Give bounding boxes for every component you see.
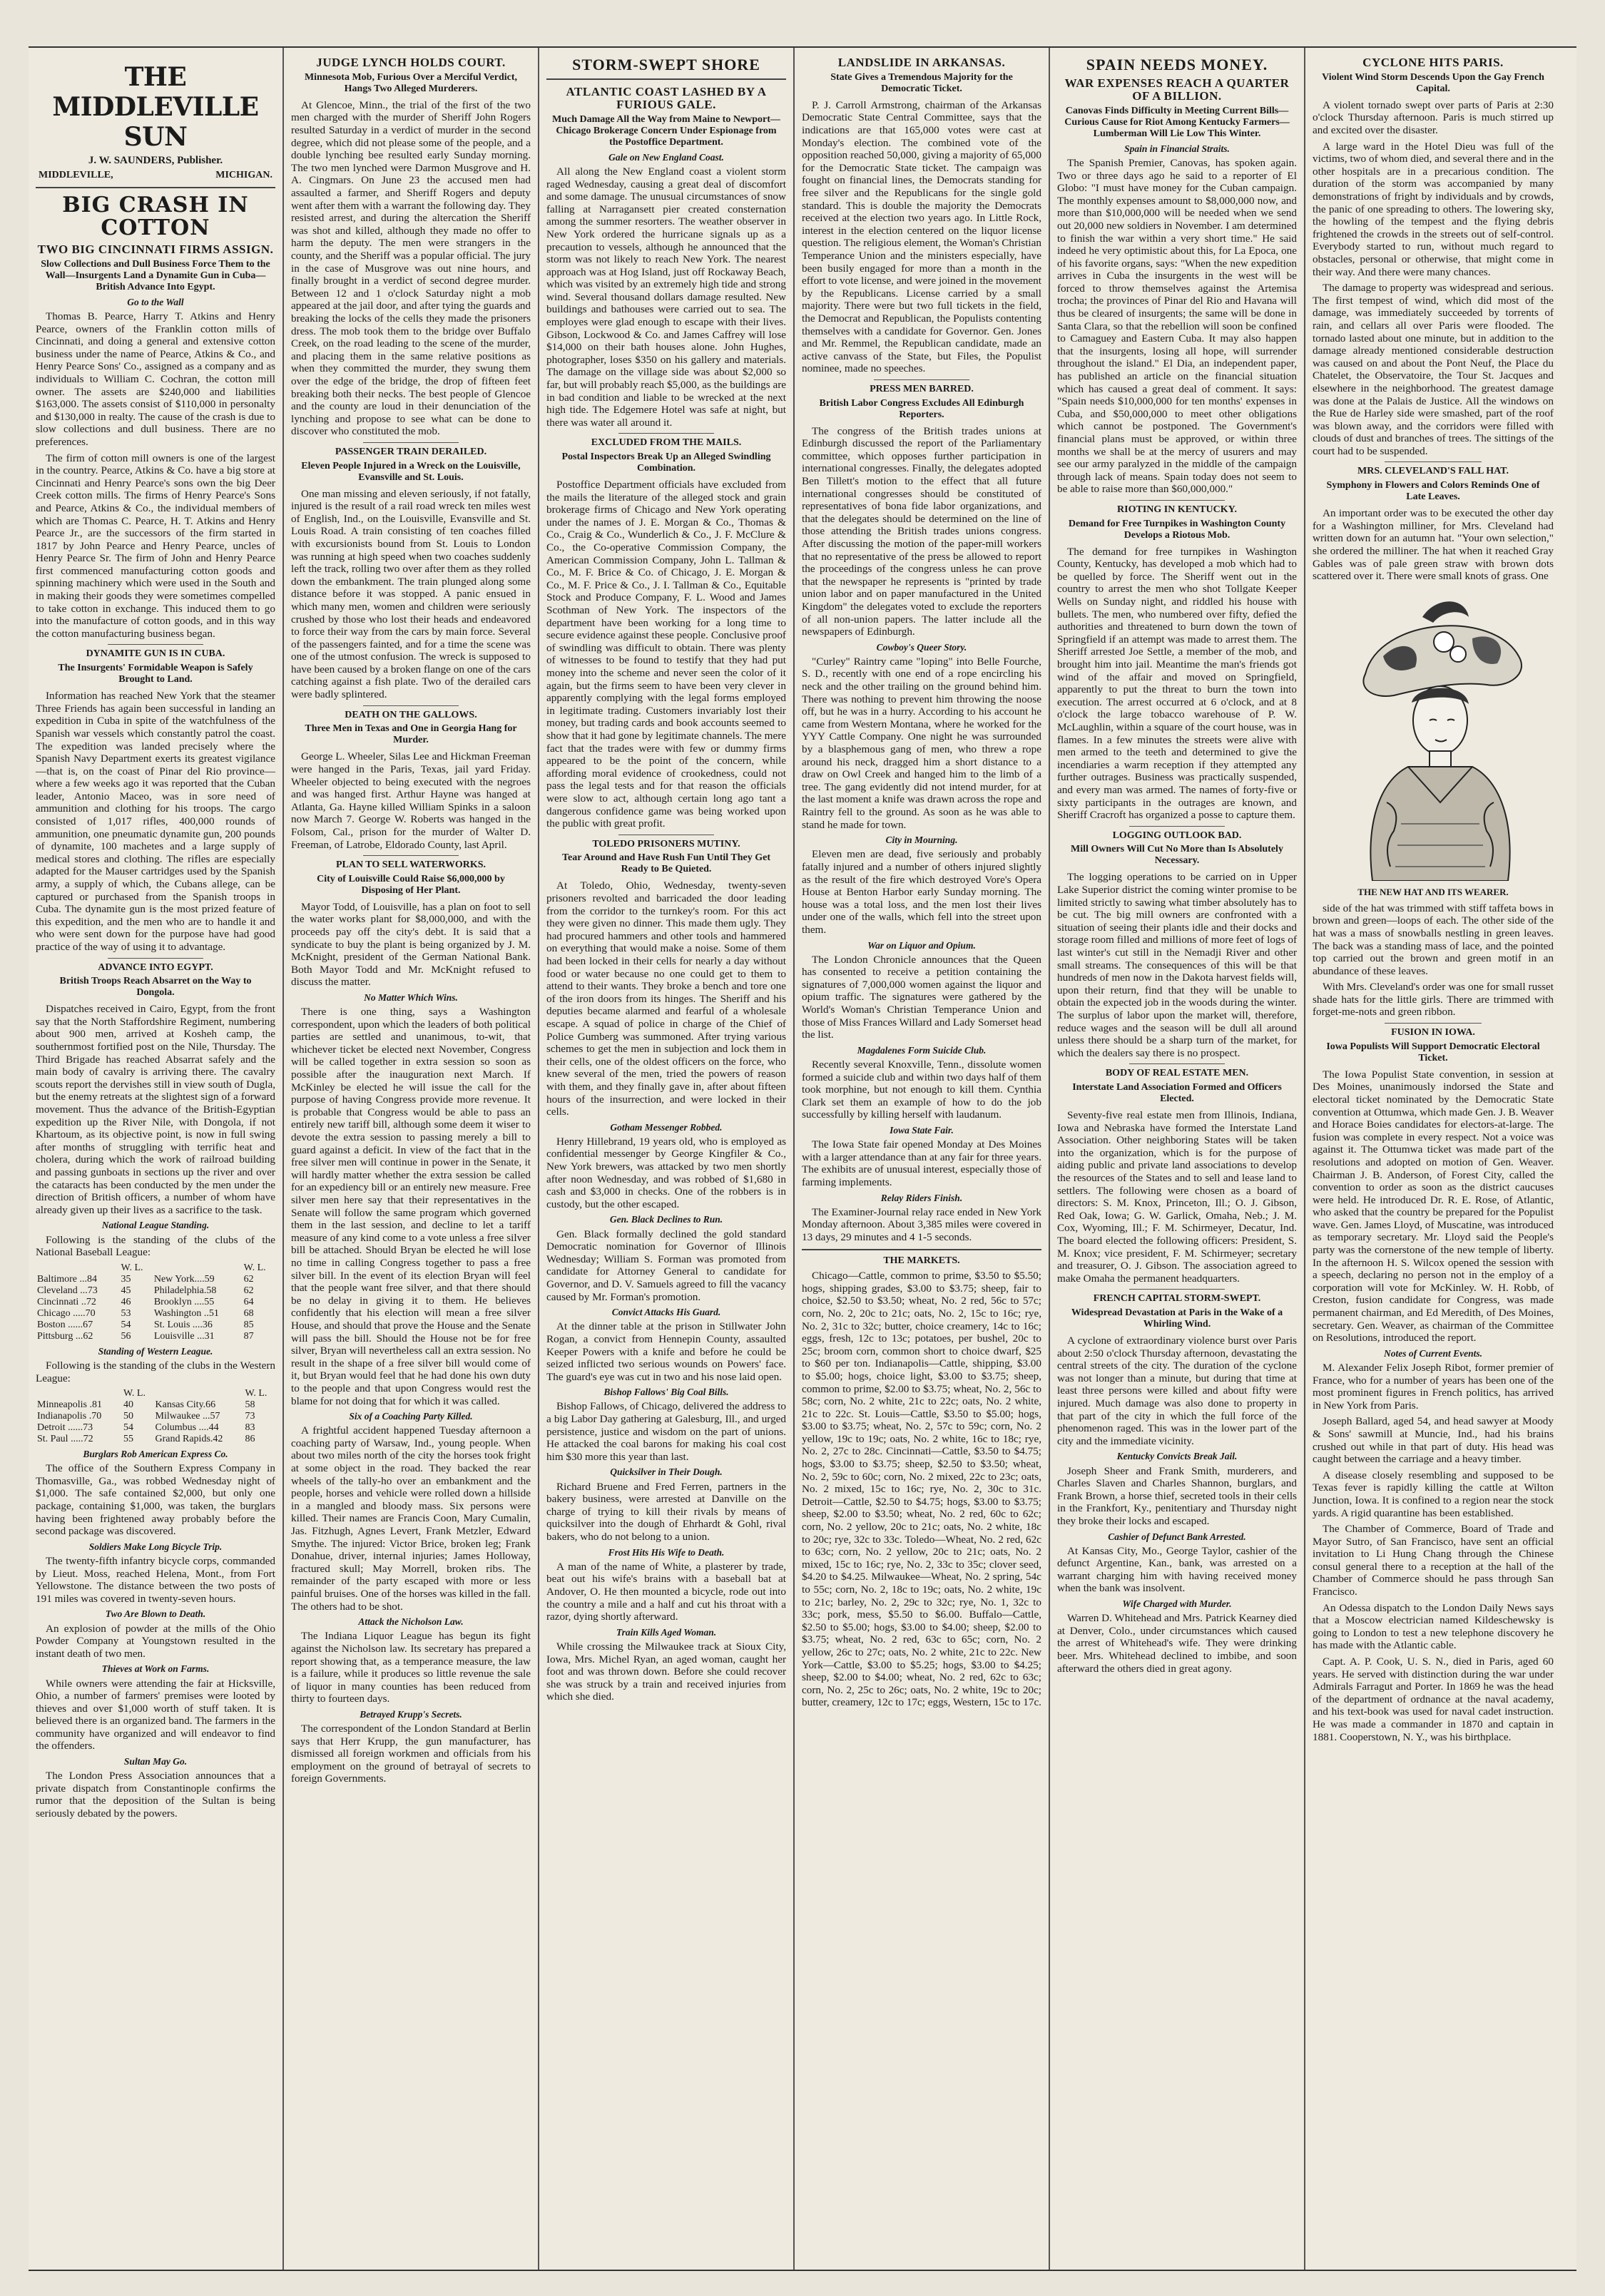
table-cell: Baltimore ...84 [37, 1273, 97, 1285]
article-paragraph: While crossing the Milwaukee track at Sioux City, Iowa, Mrs. Michel Ryan, an aged woman, caught her foot and was thrown down. Before she could recover she was struck by a train and received injuries from which she died. [546, 1640, 786, 1703]
divider [1385, 1023, 1481, 1024]
article-paragraph: The demand for free turnpikes in Washington County, Kentucky, has developed a mob which had to be quelled by force. The Sheriff went out in the country to arrest the men who shot Tollgate Keeper Wells on Sunday night, and riddled his house with bullets. The men, who numbered over fifty, defied the authorities and threatened to burn down the town of Springfield if an attempt was made to arrest them. The Sheriff arrested Joe Settle, a member of the mob, and brought him into jail. Meantime the man's friends got wind of the affair and moved on Springfield, apparently to put the threat to burn the town into execution. The arrest occurred at 6 o'clock, and at 8 o'clock the large tobacco warehouse of P. W. McLaughlin, within a square of the court house, was in flames. In a few minutes the streets were alive with men armed to the teeth and determined to give the incendiaries a warm reception if they attempted any further outrages. Business was practically suspended, and every man was armed. The names of forty-five or sixty participants in the outrages are known, and Sheriff Cracroft has organized a posse to capture them. [1057, 545, 1297, 822]
table-cell: 56 [121, 1330, 131, 1342]
article-paragraph: The Spanish Premier, Canovas, has spoken again. Two or three days ago he said to a reporter of El Globo: "I must have money for the Cuban campaign. The monthly expenses amount to $8,000,000 now, and more than $10,000,000 will be needed when we send out 20,000 new soldiers in November. I am determined to finish the war within a very short time." He said indeed he very optimistic about this, for La Epoca, one of his favorite organs, says: "When the new expedition arrives in Cuba the insurgents in the west will be forced to throw themselves against the Artemisa trocha; the provinces of Pinar del Rio and Havana will thus be cleared of insurgents; the same will be done in Santa Clara, so that the rebellion will soon be confined to Camaguey and Eastern Cuba. It may also happen that the insurgents, losing all hope, will surrender throughout the island." El Dia, an independent paper, has published an article on the financial situation which has caused a great deal of comment. It says: "Spain needs $10,000,000 for ten months' expenses in Cuba, and $50,000,000 to meet other obligations which cannot be postponed. The Government's financial plans must be approved, or within three months we shall be at the mercy of usurers and may see our army paralyzed in the middle of the campaign through lack of means. Spain today does not seem to be able to raise more than $60,000,000." [1057, 156, 1297, 496]
divider [108, 958, 203, 959]
article-paragraph: Recently several Knoxville, Tenn., dissolute women formed a suicide club and within two days half of them took morphine, but not enough to kill them. Cynthia Clark set them an example of how to do the job successfully by killing herself with laudanum. [802, 1058, 1041, 1121]
masthead-rule [36, 187, 275, 188]
article-paragraph: At the dinner table at the prison in Stillwater John Rogan, a convict from Hennepin County, assaulted Keeper Powers with a knife and before he could be seized inflicted two serious wounds on Powers' face. The guard's eye was cut in two and his nose laid open. [546, 1320, 786, 1383]
subheadline: ATLANTIC COAST LASHED BY A FURIOUS GALE. [566, 85, 767, 111]
article-paragraph: The Indiana Liquor League has begun its fight against the Nicholson law. Its secretary has prepared a report showing that, as a temperance measure, the law is a failure, while it produces so little revenue the sale of liquor in many counties has been reduced from thirty to fourteen days. [291, 1630, 531, 1705]
table-cell: 87 [243, 1330, 254, 1342]
article-paragraph: Joseph Sheer and Frank Smith, murderers, and Charles Slaven and Charles Shannon, burglars, and Frank Brown, a horse thief, secreted tools in their cells in the Frankfort, Ky., penitentiary and Thursday night they broke their locks and escaped. [1057, 1464, 1297, 1527]
table-row [36, 1422, 275, 1434]
section-head: Frost Hits His Wife to Death. [608, 1546, 725, 1558]
headline-deck: Much Damage All the Way from Maine to Newport—Chicago Brokerage Concern Under Espionage from the Postoffice Department. [552, 113, 780, 148]
table-cell: 62 [243, 1273, 254, 1285]
hat-illustration [1315, 588, 1551, 881]
article-headline: PASSENGER TRAIN DERAILED. [335, 446, 487, 457]
table-cell: 85 [243, 1319, 254, 1330]
table-row [36, 1320, 275, 1331]
table-cell: Milwaukee ...57 [155, 1411, 220, 1422]
table-cell: Philadelphia.58 [153, 1285, 217, 1296]
table-cell: 68 [243, 1307, 254, 1319]
article-headline: PLAN TO SELL WATERWORKS. [335, 859, 486, 871]
article-deck: Interstate Land Association Formed and Officers Elected. [1072, 1082, 1282, 1105]
table-cell: St. Paul .....72 [37, 1434, 93, 1445]
table-cell: Detroit ......73 [37, 1422, 93, 1434]
table-row [36, 1399, 275, 1411]
article-headline: THE MARKETS. [883, 1255, 960, 1267]
table-cell: Kansas City.66 [155, 1399, 216, 1411]
table-cell: Grand Rapids.42 [155, 1434, 223, 1445]
table-cell: 58 [245, 1399, 255, 1411]
section-head: Relay Riders Finish. [880, 1192, 963, 1203]
article-deck: City of Louisville Could Raise $6,000,000 by Disposing of Her Plant. [317, 873, 505, 896]
column-3 [539, 48, 795, 2270]
article-paragraph: An important order was to be executed the other day for a Washington milliner, for Mrs. Cleveland had written down for an autumn hat. "Your own selection," she ordered the milliner. The hat when it reached Gray Gables was of pale green straw with brown dots scattered over it. There were small knots of grass. One [1313, 507, 1554, 583]
article-paragraph: The Chamber of Commerce, Board of Trade and Mayor Sutro, of San Francisco, have sent an official invitation to Li Hung Chang through the Chinese consul general there to a reception at the hall of the Chamber of Commerce should he pass through San Francisco. [1313, 1523, 1554, 1598]
section-head: Six of a Coaching Party Killed. [349, 1411, 473, 1422]
section-head: Wife Charged with Murder. [1122, 1598, 1232, 1610]
article-headline: LANDSLIDE IN ARKANSAS. [837, 56, 1006, 69]
article-paragraph: While owners were attending the fair at Hicksville, Ohio, a number of farmers' premises were looted by thieves and over $1,000 worth of stuff taken. It is believed there is an organized band. The farmers in the community have organized and will endeavor to find the offenders. [36, 1677, 275, 1752]
table-header: W. L. [245, 1388, 268, 1399]
table-row [36, 1297, 275, 1308]
article-paragraph: An explosion of powder at the mills of the Ohio Powder Company at Youngstown resulted in the instant death of two men. [36, 1622, 275, 1660]
article-paragraph: Following is the standing of the clubs of the National Baseball League: [36, 1233, 275, 1259]
table-cell: Louisville ...31 [153, 1330, 215, 1342]
table-cell: New York....59 [153, 1273, 215, 1285]
table-cell: 62 [243, 1285, 254, 1296]
section-head: Cowboy's Queer Story. [876, 641, 967, 653]
article-paragraph: Dispatches received in Cairo, Egypt, from the front say that the North Staffordshire Regiment, numbering about 900 men, arrived at Kosheh camp, the southernmost fortified post on the Nile, Thursday. The Third Brigade has reached Absarrat safely and the main body of cavalry is arriving there. The cavalry scouts report the dervishes still in view south of Dugla, but the enemy retreats at the slightest sign of a forward movement. Thus the advance of the British-Egyptian expedition up the River Nile, with Dongola, if not Khartoum, as its objective point, is now in full swing after months of struggling with terrific heat and cholera, during which the work of railroad building and passing gunboats in sections up the river and over the cataracts has been conducted by the men under the direction of British officers, a number of whom have already given up their lives as a sacrifice to the task. [36, 1003, 275, 1216]
article-deck: Postal Inspectors Break Up an Alleged Swindling Combination. [561, 451, 771, 474]
divider [1129, 1063, 1225, 1064]
section-head: Bishop Fallows' Big Coal Bills. [603, 1387, 729, 1398]
table-cell: Boston ......67 [37, 1319, 93, 1330]
article-paragraph: side of the hat was trimmed with stiff taffeta bows in brown and green—loops of each. The other side of the hat was a mass of snowballs nestling in green leaves. The back was a standing mass of lace, and the pointed top carried out the brown and green motif in an abundance of these leaves. [1313, 902, 1554, 977]
place-line [39, 170, 272, 181]
table-cell: 54 [121, 1319, 131, 1330]
table-cell: 40 [123, 1399, 133, 1411]
article-paragraph: With Mrs. Cleveland's order was one for small russet shade hats for the little girls. There are trimmed with forget-me-nots and green ribbon. [1313, 981, 1554, 1019]
article-headline: BODY OF REAL ESTATE MEN. [1105, 1068, 1249, 1079]
article-deck: Tear Around and Have Rush Fun Until They Get Ready to Be Quieted. [561, 852, 770, 875]
table-row [36, 1434, 275, 1445]
section-head: Spain in Financial Straits. [1124, 143, 1230, 154]
table-cell: Chicago .....70 [37, 1307, 96, 1319]
divider [108, 644, 203, 645]
section-head: Go to the Wall [127, 296, 184, 307]
subheadline: WAR EXPENSES REACH A QUARTER OF A BILLION. [1064, 76, 1290, 103]
column-2 [284, 48, 539, 2270]
table-cell: 55 [123, 1434, 133, 1445]
table-cell: Brooklyn ....55 [153, 1296, 215, 1307]
article-headline: TOLEDO PRISONERS MUTINY. [592, 838, 740, 849]
article-paragraph: Eleven men are dead, five seriously and probably fatally injured and a number of others injured slightly as the result of the fire which destroyed Vore's Opera House at Benton Harbor early Sunday morning. The house was a total loss, and the men lost their lives under one of the walls, which fell into the street upon them. [802, 848, 1041, 936]
table-cell: 50 [123, 1411, 133, 1422]
divider [618, 433, 714, 434]
table-row [36, 1285, 275, 1297]
article-headline: MRS. CLEVELAND'S FALL HAT. [1357, 466, 1509, 477]
article-paragraph: There is one thing, says a Washington correspondent, upon which the leaders of both political parties are settled and unanimous, to-wit, that whichever ticket be elected next November, Congress will be called together in extra session so soon as possible after the inauguration next March. If McKinley be elected he will issue the call for the purpose of having Congress provide more revenue. It is probable that Congress would be able to pass an entirely new tariff bill, although some deem it wiser to devote the extra session to passing merely a bill to guard against a deficit. In view of the fact that in the free silver men will continue in power in the Senate, it will hardly matter whether the extra session be called for an expediency bill or an entirely new measure. Free silver men here say that their representatives in the Senate will follow the same program which governed them in the last session, and decline to let a tariff measure of any kind come to a vote unless a free silver bill be attached. Should Bryan be elected he will lose no time in calling Congress together to pass a free silver bill. In the event of its election Bryan will feel that the people want free silver, and that there should be no delay in giving it to them. He believes confidently that his election will mean a free silver House, and should that prove the House and the Senate will pass the bill. Should the House not be for free silver, Bryan will nevertheless call an extra session. No result in the shape of a free silver bill would come of it, but Bryan would feel that he had done his own duty to the people and that upon Congress would rest the blame for not doing that for which it was called. [291, 1006, 531, 1407]
subheadline: TWO BIG CINCINNATI FIRMS ASSIGN. [37, 243, 274, 256]
national-league-table [36, 1262, 275, 1342]
headline: BIG CRASH IN COTTON [62, 193, 249, 240]
article-headline: DYNAMITE GUN IS IN CUBA. [86, 648, 225, 660]
section-head: Thieves at Work on Farms. [101, 1663, 210, 1675]
table-cell: Washington ..51 [153, 1307, 219, 1319]
table-cell: St. Louis ....36 [153, 1319, 213, 1330]
section-head: Notes of Current Events. [1383, 1347, 1482, 1359]
article-paragraph: "Curley" Raintry came "loping" into Belle Fourche, S. D., recently with one end of a rope encircling his neck and the other trailing on the ground behind him. There was nothing to prevent him throwing the noose off, but he was in a hurry. According to his account he came from Western Montana, where he worked for the YYY Cattle Company. One night he was surrounded by a blasphemous gang of men, who threw a rope around his neck, dragged him a short distance to a draw on Owl Creek and hanged him to the limb of a tree. The gang evidently did not intend murder, for at the last moment a knife was drawn across the rope and Raintry fell to the ground. As soon as he was able to stand he made for town. [802, 655, 1041, 831]
article-paragraph: Gen. Black formally declined the gold standard Democratic nomination for Governor of Illinois Wednesday; William S. Forman was promoted from candidate for Attorney General to candidate for Governor, and D. V. Samuels agreed to fill the vacancy caused by Mr. Forman's promotion. [546, 1228, 786, 1303]
article-paragraph: Capt. A. P. Cook, U. S. N., died in Paris, aged 60 years. He served with distinction during the war under Admirals Farragut and Porter. In 1869 he was the head of the department of ordnance at the naval academy, and his text-book was used for naval cadet instruction. He was made a commander in 1870 and captain in 1881. Cooperstown, N. Y., was his birthplace. [1313, 1655, 1554, 1743]
article-paragraph: A frightful accident happened Tuesday afternoon a coaching party of Warsaw, Ind., young people. When about two miles north of the city the horses took fright at some object in the road. They backed the rear wheels of the tally-ho over an embankment and the people, horses and vehicle were rolled down a hillside in a mangled and bloody mass. Six persons were killed. Their names are Francis Coon, Mary Cumalin, Jas. Fitzhugh, Agnes Levert, Frank Metzler, Edward Smythe. The injured: Victor Brice, broken leg; Frank Donahue, driver, internal injuries; James Holloway, fractured skull; May Morrell, broken ribs. The remainder of the party escaped with more or less painful bruises. One of the horses was killed in the fall. The others had to be shot. [291, 1424, 531, 1613]
table-cell: 46 [121, 1296, 131, 1307]
table-cell: Pittsburg ...62 [37, 1330, 93, 1342]
divider [546, 78, 786, 80]
article-paragraph: The correspondent of the London Standard at Berlin says that Herr Krupp, the gun manufacturer, has dismissed all foreign workmen and officials from his employment on the ground of betrayal of secrets to foreign Governments. [291, 1723, 531, 1785]
article-paragraph: Henry Hillebrand, 19 years old, who is employed as confidential messenger by George Kingfiler & Co., New York brewers, was attacked by two men shortly after noon Wednesday, and was robbed of $1,680 in cash and $3,000 in checks. One of the robbers is in custody, but the other escaped. [546, 1135, 786, 1210]
western-league-table [36, 1388, 275, 1445]
section-head: Standing of Western League. [98, 1345, 213, 1357]
divider [1129, 500, 1225, 501]
article-paragraph: The Iowa Populist State convention, in session at Des Moines, unanimously indorsed the State and electoral ticket nominated by the Democratic State convention at Ottumwa, which made Gen. J. B. Weaver and Horace Boies candidates for electors-at-large. The fusion was complete in every respect. Not a voice was against it. The Ottumwa ticket was made part of the resolutions and adopted on motion of Gen. Weaver. Chairman J. B. Anderson, of Forest City, called the convention to order as soon as the district caucuses were held. He introduced Dr. R. E. Rose, of Atlantic, who asked that the country be prepared for the Populist wave. Gen. James Lloyd, of Muscatine, was introduced as temporary secretary. Mr. Lloyd said the People's party was the cornerstone of the new temple of liberty. In the afternoon H. S. Wilcox opened the session with a speech, declaring no person not in the employ of a corporation will vote for McKinley. W. H. Robb, of Creston, fusion candidate for Congress, was made permanent chairman, and Ed Meredith, of Des Moines, secretary. Gen. Weaver, as chairman of the Committee on Resolutions, introduced the report. [1313, 1068, 1554, 1345]
section-head: Iowa State Fair. [890, 1124, 954, 1136]
table-row [36, 1411, 275, 1422]
newspaper-page [29, 46, 1576, 2271]
table-header-row [36, 1388, 275, 1399]
illustration-caption: THE NEW HAT AND ITS WEARER. [1357, 886, 1509, 897]
divider [1385, 461, 1481, 462]
article-paragraph: A large ward in the Hotel Dieu was full of the victims, two of whom died, and several there and in the other hospitals are in a precarious condition. The duration of the storm was accompanied by many demonstrations of fright by individuals and by crowds, the panic of one spreading to others. The lowering sky, the howling of the tempest and the flying debris frightened the crowds in the streets out of self-control. Everybody started to run, without much regard to obstacles, personal or otherwise, that might come in their way. And there were many chances. [1313, 140, 1554, 278]
article-deck: Widespread Devastation at Paris in the Wake of a Whirling Wind. [1071, 1307, 1283, 1330]
article-headline: LOGGING OUTLOOK BAD. [1112, 830, 1242, 841]
table-row [36, 1331, 275, 1342]
divider [363, 705, 459, 706]
article-deck: Mill Owners Will Cut No More than Is Absolutely Necessary. [1071, 844, 1283, 867]
section-head: Gotham Messenger Robbed. [610, 1121, 723, 1133]
section-head: Two Are Blown to Death. [105, 1608, 206, 1620]
article-paragraph: An Odessa dispatch to the London Daily News says that a Moscow electrician named Kildeschewsky is going to London to test a new telephone discovery he has made with the Atlantic cable. [1313, 1601, 1554, 1652]
table-cell: 54 [123, 1422, 133, 1434]
section-head: Sultan May Go. [123, 1756, 188, 1767]
divider [802, 1249, 1041, 1250]
article-deck: British Labor Congress Excludes All Edinburgh Reporters. [819, 397, 1024, 420]
article-paragraph: Following is the standing of the clubs in the Western League: [36, 1359, 275, 1384]
divider [1129, 826, 1225, 827]
article-headline: DEATH ON THE GALLOWS. [345, 709, 477, 720]
publisher-line: J. W. SAUNDERS, Publisher. [88, 155, 223, 166]
masthead-title: THE MIDDLEVILLE SUN [52, 62, 259, 152]
table-header: W. L. [243, 1262, 266, 1273]
place-town: MIDDLEVILLE, [39, 170, 113, 180]
article-deck: The Insurgents' Formidable Weapon is Safely Brought to Land. [58, 663, 253, 685]
article-paragraph: The congress of the British trades unions at Edinburgh discussed the report of the Parliamentary committee, which opposes further participation in international congresses. Finally, the delegates adopted Ben Tillett's motion to the effect that all future international congresses should be constituted of representatives of bona fide labor organizations, and that the delegates should be determined on the line of those attending the British trades unions congress. After discussing the motion of the paper-mill workers that no representative of the press be allowed to report the proceedings of the congress unless he can prove that the newspaper he represents is "printed by trade union labor and on paper manufactured in the United Kingdom" the delegates voted to exclude the reporters of all non-union papers. The latter include all the newspapers of Edinburgh. [802, 424, 1041, 638]
table-cell: Columbus ....44 [155, 1422, 219, 1434]
article-paragraph: Seventy-five real estate men from Illinois, Indiana, Iowa and Nebraska have formed the Interstate Land Association. Other neighboring States will be taken into the organization, which is for the purpose of aiding public and private land associations to develop the resources of the States and to sell and lease land to settlers. The following were chosen as a board of directors: S. M. Knox, Princeton, Ill.; O. J. Gibson, Red Oak, Iowa; G. W. Garlick, Omaha, Neb.; J. M. Cox, Wyoming, Ill.; F. M. Schirmeyer, Decatur, Ind. The board elected the following officers: President, S. M. Knox; vice president, F. M. Schirmeyer; secretary and treasurer, O. J. Gibson. The association agreed to make Omaha the permanent headquarters. [1057, 1109, 1297, 1285]
table-cell: Cleveland ...73 [37, 1285, 98, 1296]
section-head: Betrayed Krupp's Secrets. [360, 1708, 462, 1720]
article-deck: Eleven People Injured in a Wreck on the Louisville, Evansville and St. Louis. [301, 460, 521, 483]
headline-deck: Slow Collections and Dull Business Force Them to the Wall—Insurgents Land a Dynamite Gun in Cuba—British Advance Into Egypt. [41, 258, 270, 292]
table-header-row [36, 1262, 275, 1274]
headline: SPAIN NEEDS MONEY. [1086, 56, 1268, 73]
article-paragraph: George L. Wheeler, Silas Lee and Hickman Freeman were hanged in the Paris, Texas, jail yard Friday. Wheeler objected to being executed with the negroes and was hanged first. Arthur Hayne was hanged at Atlanta, Ga. Hayne killed William Spinks in a saloon now March 7. George W. Roberts was hanged in the Folsom, Cal., prison for the murder of Walter D. Freeman, of Latrobe, Eldorado County, last April. [291, 750, 531, 851]
table-row [36, 1308, 275, 1320]
table-cell: Indianapolis .70 [37, 1411, 102, 1422]
article-paragraph: The Iowa State fair opened Monday at Des Moines with a larger attendance than at any fair for three years. The exhibits are of unusual interest, especially those of farming implements. [802, 1138, 1041, 1188]
article-paragraph: The firm of cotton mill owners is one of the largest in the country. Pearce, Atkins & Co. have a big store at Cincinnati and Henry Pearce's sons own the big Deer Creek cotton mills. The firms of Henry Pearce's Sons and Pearce, Atkins & Co., the individual members of which are Thomas C. Pearce, H. T. Atkins and Henry Pearce Jr., are the successors of the firm started in 1817 by John Pearce and Henry Pearce, uncles of Henry Pearce Sr. The firm of John and Henry Pearce first commenced manufacturing cotton goods and spinning machinery which were used in the South and in making their goods they were sometimes compelled to take cotton in exchange. This induced them to go into the manufacture of cotton goods, and in this way the cotton manufacturing business began. [36, 451, 275, 640]
article-headline: EXCLUDED FROM THE MAILS. [591, 437, 742, 449]
divider [874, 379, 969, 380]
section-head: Gen. Black Declines to Run. [609, 1214, 723, 1225]
article-headline: FUSION IN IOWA. [1391, 1027, 1475, 1039]
article-paragraph: A man of the name of White, a plasterer by trade, beat out his wife's brains with a baseball bat at Andover, O. He then mounted a bicycle, rode out into the country a mile and a half and cut his throat with a razor, dying shortly afterward. [546, 1560, 786, 1623]
column-6 [1305, 48, 1561, 2270]
section-head: Convict Attacks His Guard. [611, 1307, 721, 1318]
article-paragraph: The damage to property was widespread and serious. The first tempest of wind, which did most of the damage, was immediately succeeded by torrents of rain, and cellars all over Paris were flooded. The tornado lasted about one minute, but in addition to the damage already mentioned considerable destruction was caused on and about the Pont Neuf, the Place du Chatelet, the Observatoire, the Tour St. Jacques and elsewhere in the neighborhood. The greatest damage was done at the Palais de Justice. All the windows on the Rue de Harley side were smashed, part of the roof was blown away, and the corridors were filled with clouds of dust and branches of trees. The sittings of the court had to be suspended. [1313, 282, 1554, 457]
article-paragraph: The Examiner-Journal relay race ended in New York Monday afternoon. About 3,385 miles were covered in 13 days, 29 minutes and 4 1-5 seconds. [802, 1205, 1041, 1243]
article-paragraph: Information has reached New York that the steamer Three Friends has again been successful in landing an expedition in Cuba in spite of the watchfulness of the Spanish war vessels which constantly patrol the coast. The expedition was landed precisely where the Spanish Navy Department exerts its greatest vigilance—that is, on the coast of Pinar del Rio province—where a few weeks ago it was reported that the Cuban leader, Antonio Maceo, was in sore need of ammunition and clothing for his troops. The cargo consisted of 1,017 rifles, 400,000 rounds of ammunition, one pneumatic dynamite gun, 200 pounds of dynamite, 100 machetes and a large supply of medical stores and clothing. The rifles are especially adapted for the Mauser cartridges used by the Spanish army, a supply of which, the Cubans allege, can be captured or purchased from the Spanish troops in Cuba. The dynamite gun is the most prized feature of this expedition, and the men who are to handle it and who were sent down for the purpose have had good practice of the way of using it to advantage. [36, 690, 275, 954]
article-paragraph: Postoffice Department officials have excluded from the mails the literature of the alleged stock and grain brokerage firms of Chicago and New York operating under the names of J. E. Morgan & Co., Thomas & Co., Craig & Co., Wunderlich & Co., J. F. McClure & Co., the Co-operative Commission Company, the American Commission Company, John L. Tallman & Co., M. F. Brice & Co. of Chicago, J. E. Morgan & Co., M. F. Price & Co., J. I. Tallman & Co., Equitable Stock and Produce Company, F. L. Wood and James Scothman of New York. The inspectors of the department have been working for a long time to secure evidence against these people. Conclusive proof of swindling was difficult to obtain. There was plenty of witnesses to be found to testify that they had put money into the scheme and never seen the color of it again, but the firms seem to have been very clever in apparently complying with the legal forms employed in legitimate trading. Customers invariably lost their money, but trading cards and book accounts seemed to show that it had gone by legitimate channels. The mere fact that the trades were with few or dummy firms appeared to be the point of the concern, while affording moral evidence of crookedness, could not pass the legal tests and for that reason the officials were slow to act, although certain long ago tant a dangerous confidence game was being worked upon the public with great profit. [546, 479, 786, 830]
table-header: W. L. [121, 1262, 143, 1273]
section-head: No Matter Which Wins. [364, 991, 458, 1003]
article-paragraph: Chicago—Cattle, common to prime, $3.50 to $5.50; hogs, shipping grades, $3.00 to $3.75; sheep, fair to choice, $2.50 to $3.50; wheat, No. 2 red, 56c to 57c; corn, No. 2, 20c to 21c; oats, No. 2, 15c to 16c; rye, No. 2, 31c to 32c; butter, choice creamery, 14c to 16c; eggs, fresh, 12c to 13c; potatoes, per bushel, 20c to 25c; broom corn, common short to choice dwarf, $25 to $60 per ton. Indianapolis—Cattle, shipping, $3.00 to $5.00; hogs, choice light, $3.00 to $3.75; sheep, common to prime, $2.00 to $3.75; wheat, No. 2, 56c to 58c; corn, No. 2 white, 21c to 22c; oats, No. 2 white, 21c to 22c. St. Louis—Cattle, $3.50 to $5.00; hogs, $3.00 to $3.75; wheat, No. 2, 57c to 59c; corn, No. 2 yellow, 19c to 19c; oats, No. 2 white, 16c to 18c; rye, No. 2, 27c to 28c. Cincinnati—Cattle, $3.50 to $4.75; hogs, $3.00 to $3.75; sheep, $2.50 to $3.50; wheat, No. 2, 59c to 60c; corn, No. 2 mixed, 22c to 23c; oats, No. 2 mixed, 15c to 16c; rye, No. 2, 30c to 31c. Detroit—Cattle, $2.50 to $4.75; hogs, $3.00 to $3.75; sheep, $2.00 to $3.50; wheat, No. 2 red, 60c to 62c; corn, No. 2 yellow, 20c to 21c; oats, No. 2 white, 18c to 20c; rye, 32c to 33c. Toledo—Wheat, No. 2 red, 62c to 63c; corn, No. 2 yellow, 20c to 21c; oats, No. 2 mixed, 15c to 16c; rye, No. 2, 33c to 35c; clover seed, $4.20 to $4.25. Milwaukee—Wheat, No. 2 spring, 54c to 55c; corn, No. 2, 18c to 19c; oats, No. 2 white, 19c to 21c; barley, No. 2, 29c to 32c; rye, No. 1, 32c to 33c; pork, mess, $5.50 to $6.00. Buffalo—Cattle, $2.50 to $5.00; hogs, $3.00 to $4.00; sheep, $2.00 to $3.75; wheat, No. 2 red, 63c to 65c; corn, No. 2 yellow, 26c to 27c; oats, No. 2 white, 21c to 22c. New York—Cattle, $3.00 to $5.25; hogs, $3.00 to $4.25; sheep, $2.00 to $4.00; wheat, No. 2 red, 62c to 63c; corn, No. 2, 25c to 26c; oats, No. 2 white, 19c to 20c; butter, creamery, 12c to 17c; eggs, Western, 15c to 17c. [802, 1270, 1041, 1709]
article-paragraph: The London Press Association announces that a private dispatch from Constantinople confirms the rumor that the deposition of the Sultan is being seriously debated by the powers. [36, 1770, 275, 1820]
article-headline: ADVANCE INTO EGYPT. [98, 961, 213, 973]
article-headline: PRESS MEN BARRED. [870, 383, 974, 394]
table-row [36, 1274, 275, 1285]
article-deck: State Gives a Tremendous Majority for the Democratic Ticket. [830, 71, 1013, 94]
section-head: Cashier of Defunct Bank Arrested. [1108, 1531, 1246, 1542]
table-cell: 83 [245, 1422, 255, 1434]
table-cell: 45 [121, 1285, 131, 1296]
section-head: War on Liquor and Opium. [867, 939, 976, 951]
table-cell: 35 [121, 1273, 131, 1285]
article-deck: Minnesota Mob, Furious Over a Merciful Verdict, Hangs Two Alleged Murderers. [304, 71, 518, 94]
divider [1129, 1289, 1225, 1290]
article-headline: RIOTING IN KENTUCKY. [1117, 504, 1237, 515]
section-head: Burglars Rob American Express Co. [83, 1449, 228, 1460]
section-head: Quicksilver in Their Dough. [610, 1466, 723, 1478]
article-paragraph: The London Chronicle announces that the Queen has consented to receive a petition containing the signatures of 7,000,000 women against the liquor and opium traffic. The signatures were gathered by the World's Woman's Christian Temperance Union and those of Miss Frances Willard and Lady Somerset head the list. [802, 953, 1041, 1041]
article-paragraph: Richard Bruene and Fred Ferren, partners in the bakery business, were arrested at Danville on the charge of trying to kill their rivals by means of quicksilver into the dough of Ehrhardt & Gohl, rival bakers, who do not belong to a union. [546, 1480, 786, 1543]
article-paragraph: M. Alexander Felix Joseph Ribot, former premier of France, who for a number of years has been one of the most prominent figures in French politics, has arrived in New York from Paris. [1313, 1361, 1554, 1412]
article-paragraph: All along the New England coast a violent storm raged Wednesday, causing a great deal of discomfort and some damage. The unusual circumstances of snow falling at Narragansett pier created consternation among the summer resorters. The weather observer in New York ordered the hurricane signals up as a precaution to vessels, although he announced that the storm was not likely to reach New York. The nearest approach was at Hog Island, just off Rockaway Beach, which was visited by an extremely high tide and strong wind. Several thousand dollars damage resulted. New buildings and bathouses were carried out to sea. The employes were glad enough to escape with their lives. Gibson, Lockwood & Co. and James Caffrey will lose $14,000 on their bath houses alone. John Hughes, photographer, loses $350 on his gallery and materials. The damage on the village side was about $2,000 so far, but will probably reach $5,000, as the buildings are in bad condition and liable to be wrecked at the next high tide. The Edgemere Hotel was safe at night, but there was water all around it. [546, 165, 786, 429]
section-head: Magdalenes Form Suicide Club. [857, 1044, 987, 1056]
article-paragraph: Joseph Ballard, aged 54, and head sawyer at Moody & Sons' sawmill at Muncie, Ind., had his brains crushed out while in that part of duty. His head was caught between the carriage and a heavy timber. [1313, 1415, 1554, 1466]
section-head: Gale on New England Coast. [608, 151, 724, 163]
divider [363, 855, 459, 856]
article-deck: Three Men in Texas and One in Georgia Hang for Murder. [305, 723, 517, 746]
article-deck: Violent Wind Storm Descends Upon the Gay French Capital. [1322, 71, 1544, 94]
table-cell: Cincinnati ..72 [37, 1296, 96, 1307]
article-paragraph: A cyclone of extraordinary violence burst over Paris about 2:50 o'clock Thursday afternoon, devastating the central streets of the city. The duration of the cyclone was not longer than a minute, but during that time at least three persons were killed and about fifty were injured. Much damage was also done to property in that part of the city in which the full force of the phenomenon raged. This was in the lower part of the city and the immediate vicinity. [1057, 1335, 1297, 1447]
table-cell: 64 [243, 1296, 254, 1307]
column-5 [1050, 48, 1305, 2270]
article-paragraph: The office of the Southern Express Company in Thomasville, Ga., was robbed Wednesday night of $1,000. The safe contained $2,000, but only one package, containing $1,000, was taken, the burglars having been frightened away probably before the second package was discovered. [36, 1462, 275, 1538]
article-paragraph: At Kansas City, Mo., George Taylor, cashier of the defunct Argentine, Kan., bank, was arrested on a warrant charging him with having received money when the bank was insolvent. [1057, 1544, 1297, 1595]
article-paragraph: A violent tornado swept over parts of Paris at 2:30 o'clock Thursday afternoon. Paris is much stirred up and excited over the disaster. [1313, 98, 1554, 137]
place-state: MICHIGAN. [215, 170, 272, 180]
article-headline: CYCLONE HITS PARIS. [1362, 56, 1504, 69]
article-paragraph: Bishop Fallows, of Chicago, delivered the address to a big Labor Day gathering at Galesburg, Ill., and urged persistence, justice and wisdom on the part of unions. He attacked the coal barons for making his coal cost him $30 more this year than last. [546, 1400, 786, 1463]
article-paragraph: Mayor Todd, of Louisville, has a plan on foot to sell the water works plant for $8,000,000, and with the proceeds pay off the city's debt. It is said that a syndicate to buy the plant is being organized by J. M. McKnight, president of the German National Bank. Both Mayor Todd and Mr. McKnight refused to discuss the matter. [291, 900, 531, 989]
divider [363, 442, 459, 443]
column-1 [29, 48, 284, 2270]
article-paragraph: Thomas B. Pearce, Harry T. Atkins and Henry Pearce, owners of the Franklin cotton mills of Cincinnati, and doing a general and extensive cotton business under the name of Pearce, Atkins & Co., and Henry Pearce Sons' Co., assigned as a company and as individuals to William C. Cochran, the cotton mill owner. The assets are $240,000 and liabilities $163,000. The assets consist of $110,000 in personalty and $130,000 in realty. The cause of the crash is due to slow collections and dull business. There are no preferences. [36, 310, 275, 448]
section-head: National League Standing. [101, 1220, 210, 1231]
table-header: W. L. [123, 1388, 146, 1399]
article-paragraph: P. J. Carroll Armstrong, chairman of the Arkansas Democratic State Central Committee, says that the indications are that 165,000 votes were cast at Monday's election. The combined vote of the opposition reached 50,000, giving a majority of 65,000 for the Democratic State ticket. The campaign was fought on financial lines, the Democrats standing for free silver and the Republicans for the single gold standard. This is double the majority the Democrats received at the election two years ago. In Little Rock, interest in the election centered on the liquor license question. The religious element, the Woman's Christian Temperance Union and the ministers especially, have been busily engaged for more than a month in the effort to vote license, and were joined in the movement by the Republicans. License carried by a small majority. There were but two full tickets in the field, the Democrat and Republican, the Populists contenting themselves with a candidate for Governor. Gen. Jones and Mr. Remmel, the Republican candidate, made an active canvass of the State, but Files, the Populist nominee, made no speeches. [802, 98, 1041, 375]
headline: STORM-SWEPT SHORE [572, 56, 760, 73]
article-deck: Symphony in Flowers and Colors Reminds One of Late Leaves. [1326, 480, 1540, 503]
article-paragraph: The logging operations to be carried on in Upper Lake Superior district the coming winter promise to be limited strictly to sawing what timber absolutely has to be cut. The big mill owners are confronted with a situation of seeing their plants idle and their docks and storage room filled and millions of more feet of logs of last winter's cut still in the Nemadji River and other small streams. The consequences of this will be that hundreds of men now in the Dakota harvest fields will, upon their return, find that they will be unable to obtain the expected job in the woods during the winter. The surplus of labor upon the market will, therefore, reduce wages and the season will be dull all around unless there should be a sharp turn of the market, for which the dealers say there is no prospect. [1057, 871, 1297, 1059]
article-paragraph: At Toledo, Ohio, Wednesday, twenty-seven prisoners revolted and barricaded the door leading from the corridor to the turnkey's room. For this act they were given no dinner. This made them ugly. They had procured hammers and other tools and hammered on everything that would make a noise. Some of them had been locked in their cells for nearly a day without food or water because no one could get to them to attend to their wants. They broke a bench and tore one of the iron doors from its hinges. The Sheriff and his deputies became alarmed and fearful of a wholesale escape. A squad of police in charge of the Chief of Police Gumberg was summoned. After trying various schemes to get the men in subjection and lock them in their cells, one of the oldest officers on the force, who knew several of the men, tried the powers of reason with them, and they finally gave in, after about fifteen hours of the insurrection, and were locked in their cells. [546, 879, 786, 1118]
article-paragraph: A disease closely resembling and supposed to be Texas fever is rapidly killing the cattle at Wilton Junction, Iowa. It is confined to a region near the stock yards. A rigid quarantine has been established. [1313, 1469, 1554, 1519]
article-deck: Iowa Populists Will Support Democratic Electoral Ticket. [1326, 1041, 1540, 1063]
table-cell: 86 [245, 1434, 255, 1445]
article-paragraph: Warren D. Whitehead and Mrs. Patrick Kearney died at Denver, Colo., under circumstances which caused the arrest of Whitehead's wife. They were drinking beer. Mrs. Whitehead declined to imbibe, and soon afterward the others died in great agony. [1057, 1612, 1297, 1675]
article-deck: Demand for Free Turnpikes in Washington County Develops a Riotous Mob. [1068, 518, 1286, 541]
article-deck: British Troops Reach Absarret on the Way to Dongola. [59, 976, 252, 999]
section-head: Attack the Nicholson Law. [358, 1616, 464, 1628]
table-cell: 53 [121, 1307, 131, 1319]
section-head: Train Kills Aged Woman. [616, 1626, 717, 1638]
article-paragraph: One man missing and eleven seriously, if not fatally, injured is the result of a rail road wreck ten miles west of English, Ind., on the Louisville, Evansville and St. Louis Road. A train consisting of ten coaches filled with excursionists bound from St. Louis to London was running at high speed when two coaches suddenly left the track, rolling two over after them as they rolled down the embankment. The train plunged along some distance before it was stopped. A panic ensued in which many men, women and children were seriously crushed by those who lost their heads and endeavored to force their way from the cars by main force. Several of the passengers fainted, and for a time the scene was one of the utmost confusion. The wreck is supposed to have been caused by a broken flange on one of the cars catching against a fish plate. Two of the derailed cars were badly splintered. [291, 487, 531, 701]
section-head: City in Mourning. [885, 835, 958, 846]
section-head: Kentucky Convicts Break Jail. [1116, 1451, 1238, 1462]
article-headline: JUDGE LYNCH HOLDS COURT. [316, 56, 506, 69]
article-paragraph: The twenty-fifth infantry bicycle corps, commanded by Lieut. Moss, reached Helena, Mont., from Fort Yellowstone. The distance between the two posts of 191 miles was covered in twenty-seven hours. [36, 1555, 275, 1605]
headline-deck: Canovas Finds Difficulty in Meeting Current Bills—Curious Cause for Riot Among Kentucky Farmers—Lumberman Will Lie Low This Winter. [1064, 105, 1290, 139]
column-4 [795, 48, 1050, 2270]
table-cell: 73 [245, 1411, 255, 1422]
article-paragraph: At Glencoe, Minn., the trial of the first of the two men charged with the murder of Sheriff John Rogers resulted Saturday in a verdict of murder in the second degree, which did not please some of the people, and a double lynching bee resulted early Sunday morning. The two men lynched were Darmon Musgrove and H. A. Cingmars. On June 23 the accused men had assaulted a farmer, and Sheriff Rogers and deputy went after them with a warrant the following day. They resisted arrest, and during the altercation the Sheriff was shot and killed, although they made no offer to harm the deputy. The men were strangers in the county, and the Sheriff was a popular official. The jury in the case of Musgrove was out nine hours, and finally brought in a verdict of second degree murder. Between 12 and 1 o'clock Saturday night a mob appeared at the jail door, and after tying the guards and breaking the locks of the cells they made the prisoners dress. The mob took them to the bridge over Buffalo Creek, on the road leading to the scene of the murder, and placing them in the same relative positions as when they committed the murder, they swung them over the edge of the bridge, the drop of fifteen feet breaking both their necks. The best people of Glencoe and the county are loud in their denunciation of the lynching and propose to see what can be done to discover who constituted the mob. [291, 98, 531, 438]
table-cell: Minneapolis .81 [37, 1399, 102, 1411]
article-headline: FRENCH CAPITAL STORM-SWEPT. [1093, 1293, 1261, 1305]
section-head: Soldiers Make Long Bicycle Trip. [88, 1541, 223, 1552]
